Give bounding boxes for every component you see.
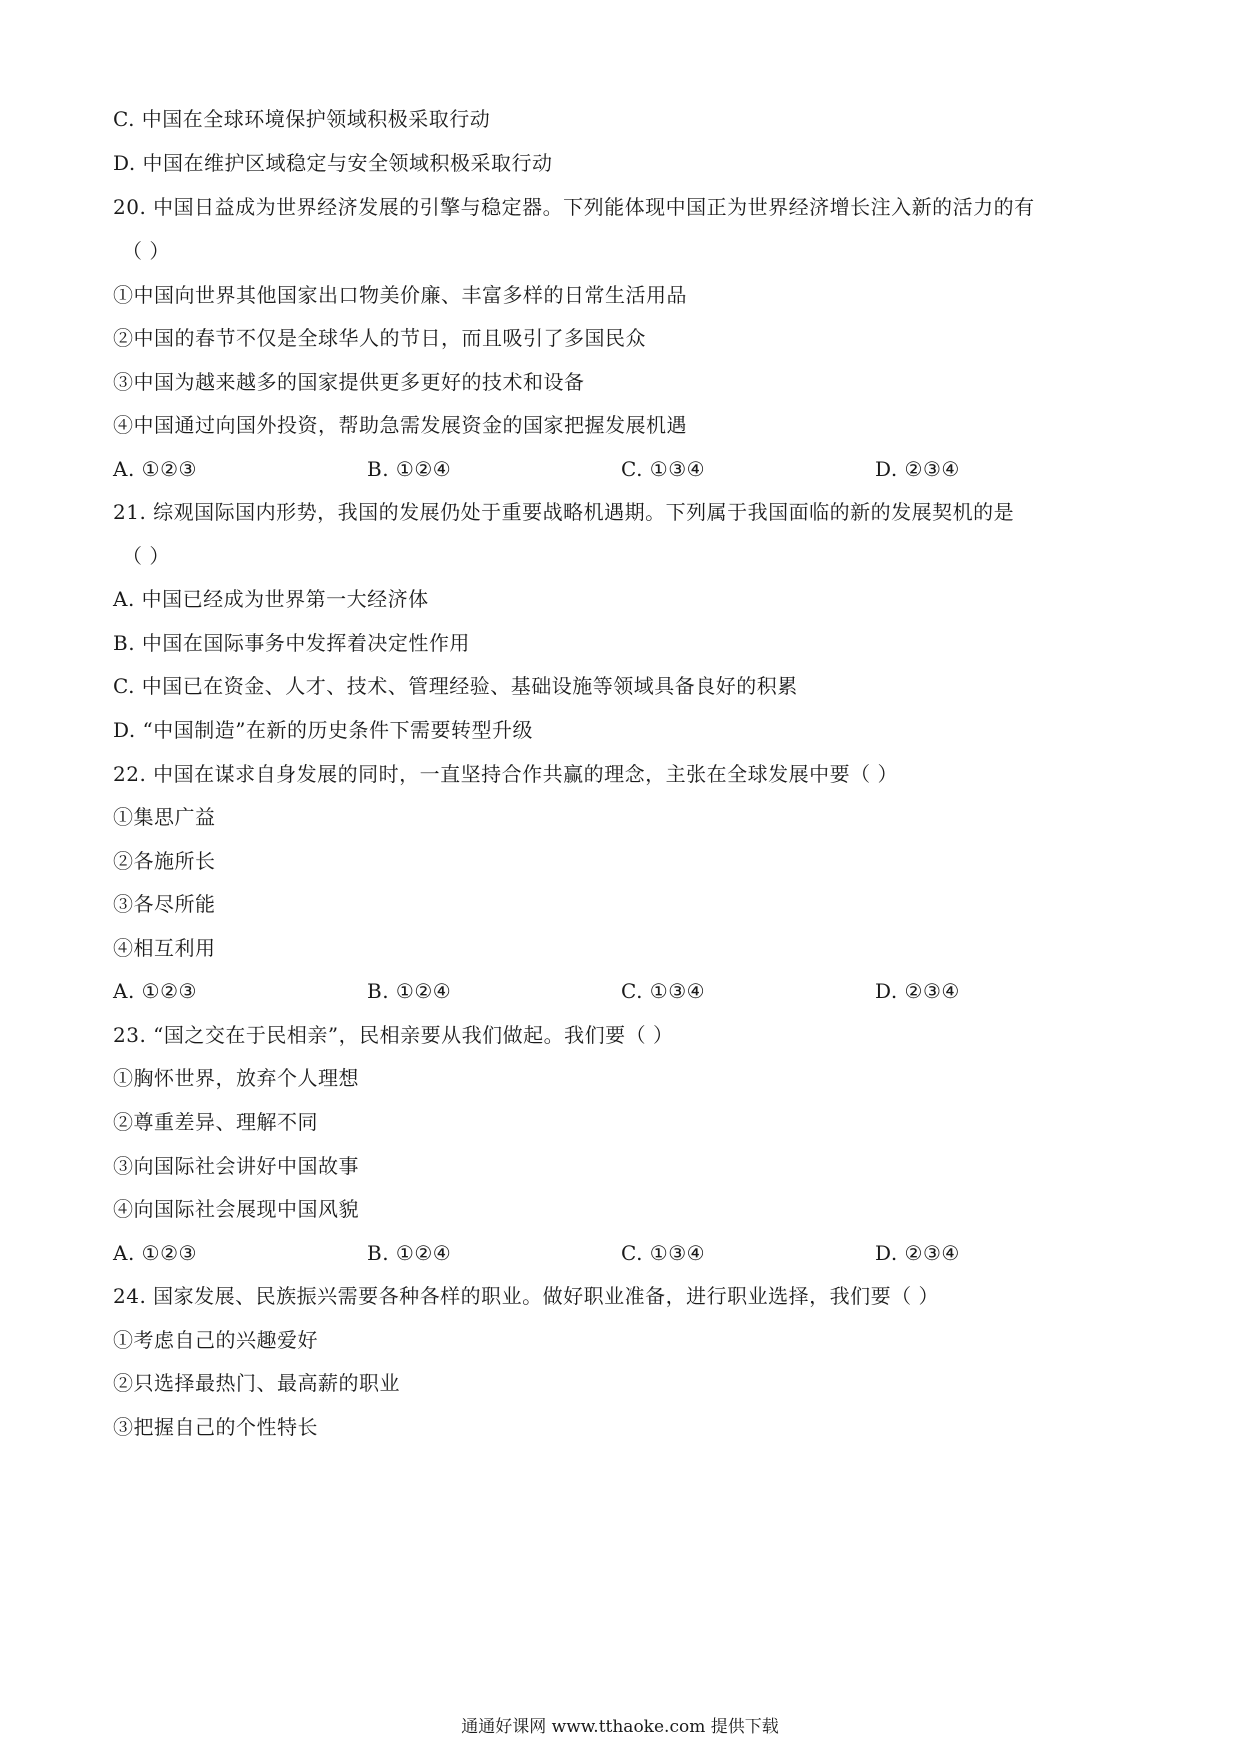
q22-statement-1: ①集思广益 xyxy=(113,805,216,829)
q20-option-d: D. ②③④ xyxy=(875,457,960,481)
q20-option-a: A. ①②③ xyxy=(113,457,197,481)
q20-statement-4: ④中国通过向国外投资，帮助急需发展资金的国家把握发展机遇 xyxy=(113,413,687,437)
q20-option-c: C. ①③④ xyxy=(621,457,706,481)
q24-statement-2: ②只选择最热门、最高薪的职业 xyxy=(113,1371,400,1395)
q22-option-b: B. ①②④ xyxy=(367,979,452,1003)
q21-option-b: B. 中国在国际事务中发挥着决定性作用 xyxy=(113,631,470,655)
q22-option-c: C. ①③④ xyxy=(621,979,706,1003)
q23-option-c: C. ①③④ xyxy=(621,1241,706,1265)
q20-options xyxy=(113,456,1013,482)
q24-stem: 24. 国家发展、民族振兴需要各种各样的职业。做好职业准备，进行职业选择，我们要（ ） xyxy=(113,1284,940,1308)
q21-stem: 21. 综观国际国内形势，我国的发展仍处于重要战略机遇期。下列属于我国面临的新的发展契机的是 xyxy=(113,500,1015,524)
q20-answer-parenthesis: （ ） xyxy=(122,239,170,263)
q23-stem: 23. “国之交在于民相亲”，民相亲要从我们做起。我们要（ ） xyxy=(113,1023,674,1047)
q23-statement-2: ②尊重差异、理解不同 xyxy=(113,1110,318,1134)
q22-statement-4: ④相互利用 xyxy=(113,936,216,960)
q22-statement-2: ②各施所长 xyxy=(113,849,216,873)
q20-statement-2: ②中国的春节不仅是全球华人的节日，而且吸引了多国民众 xyxy=(113,326,646,350)
q20-statement-1: ①中国向世界其他国家出口物美价廉、丰富多样的日常生活用品 xyxy=(113,283,687,307)
q23-statement-1: ①胸怀世界，放弃个人理想 xyxy=(113,1066,359,1090)
q23-statement-4: ④向国际社会展现中国风貌 xyxy=(113,1197,359,1221)
q23-option-d: D. ②③④ xyxy=(875,1241,960,1265)
q22-stem: 22. 中国在谋求自身发展的同时，一直坚持合作共赢的理念，主张在全球发展中要（ ） xyxy=(113,762,899,786)
q22-option-d: D. ②③④ xyxy=(875,979,960,1003)
q20-statement-3: ③中国为越来越多的国家提供更多更好的技术和设备 xyxy=(113,370,585,394)
q20-option-b: B. ①②④ xyxy=(367,457,452,481)
q21-answer-parenthesis: （ ） xyxy=(122,544,170,568)
q21-option-c: C. 中国已在资金、人才、技术、管理经验、基础设施等领域具备良好的积累 xyxy=(113,674,798,698)
q23-option-b: B. ①②④ xyxy=(367,1241,452,1265)
q19-option-c: C. 中国在全球环境保护领域积极采取行动 xyxy=(113,107,491,131)
q22-options xyxy=(113,978,1013,1004)
q23-statement-3: ③向国际社会讲好中国故事 xyxy=(113,1154,359,1178)
q21-option-a: A. 中国已经成为世界第一大经济体 xyxy=(113,587,429,611)
q22-statement-3: ③各尽所能 xyxy=(113,892,216,916)
q19-option-d: D. 中国在维护区域稳定与安全领域积极采取行动 xyxy=(113,151,553,175)
q24-statement-3: ③把握自己的个性特长 xyxy=(113,1415,318,1439)
q22-option-a: A. ①②③ xyxy=(113,979,197,1003)
q21-option-d: D. “中国制造”在新的历史条件下需要转型升级 xyxy=(113,718,533,742)
q24-statement-1: ①考虑自己的兴趣爱好 xyxy=(113,1328,318,1352)
page-footer: 通通好课网 www.tthaoke.com 提供下载 xyxy=(461,1717,779,1737)
q23-options xyxy=(113,1240,1013,1266)
q20-stem: 20. 中国日益成为世界经济发展的引擎与稳定器。下列能体现中国正为世界经济增长注入新的活力的有 xyxy=(113,195,1035,219)
q23-option-a: A. ①②③ xyxy=(113,1241,197,1265)
